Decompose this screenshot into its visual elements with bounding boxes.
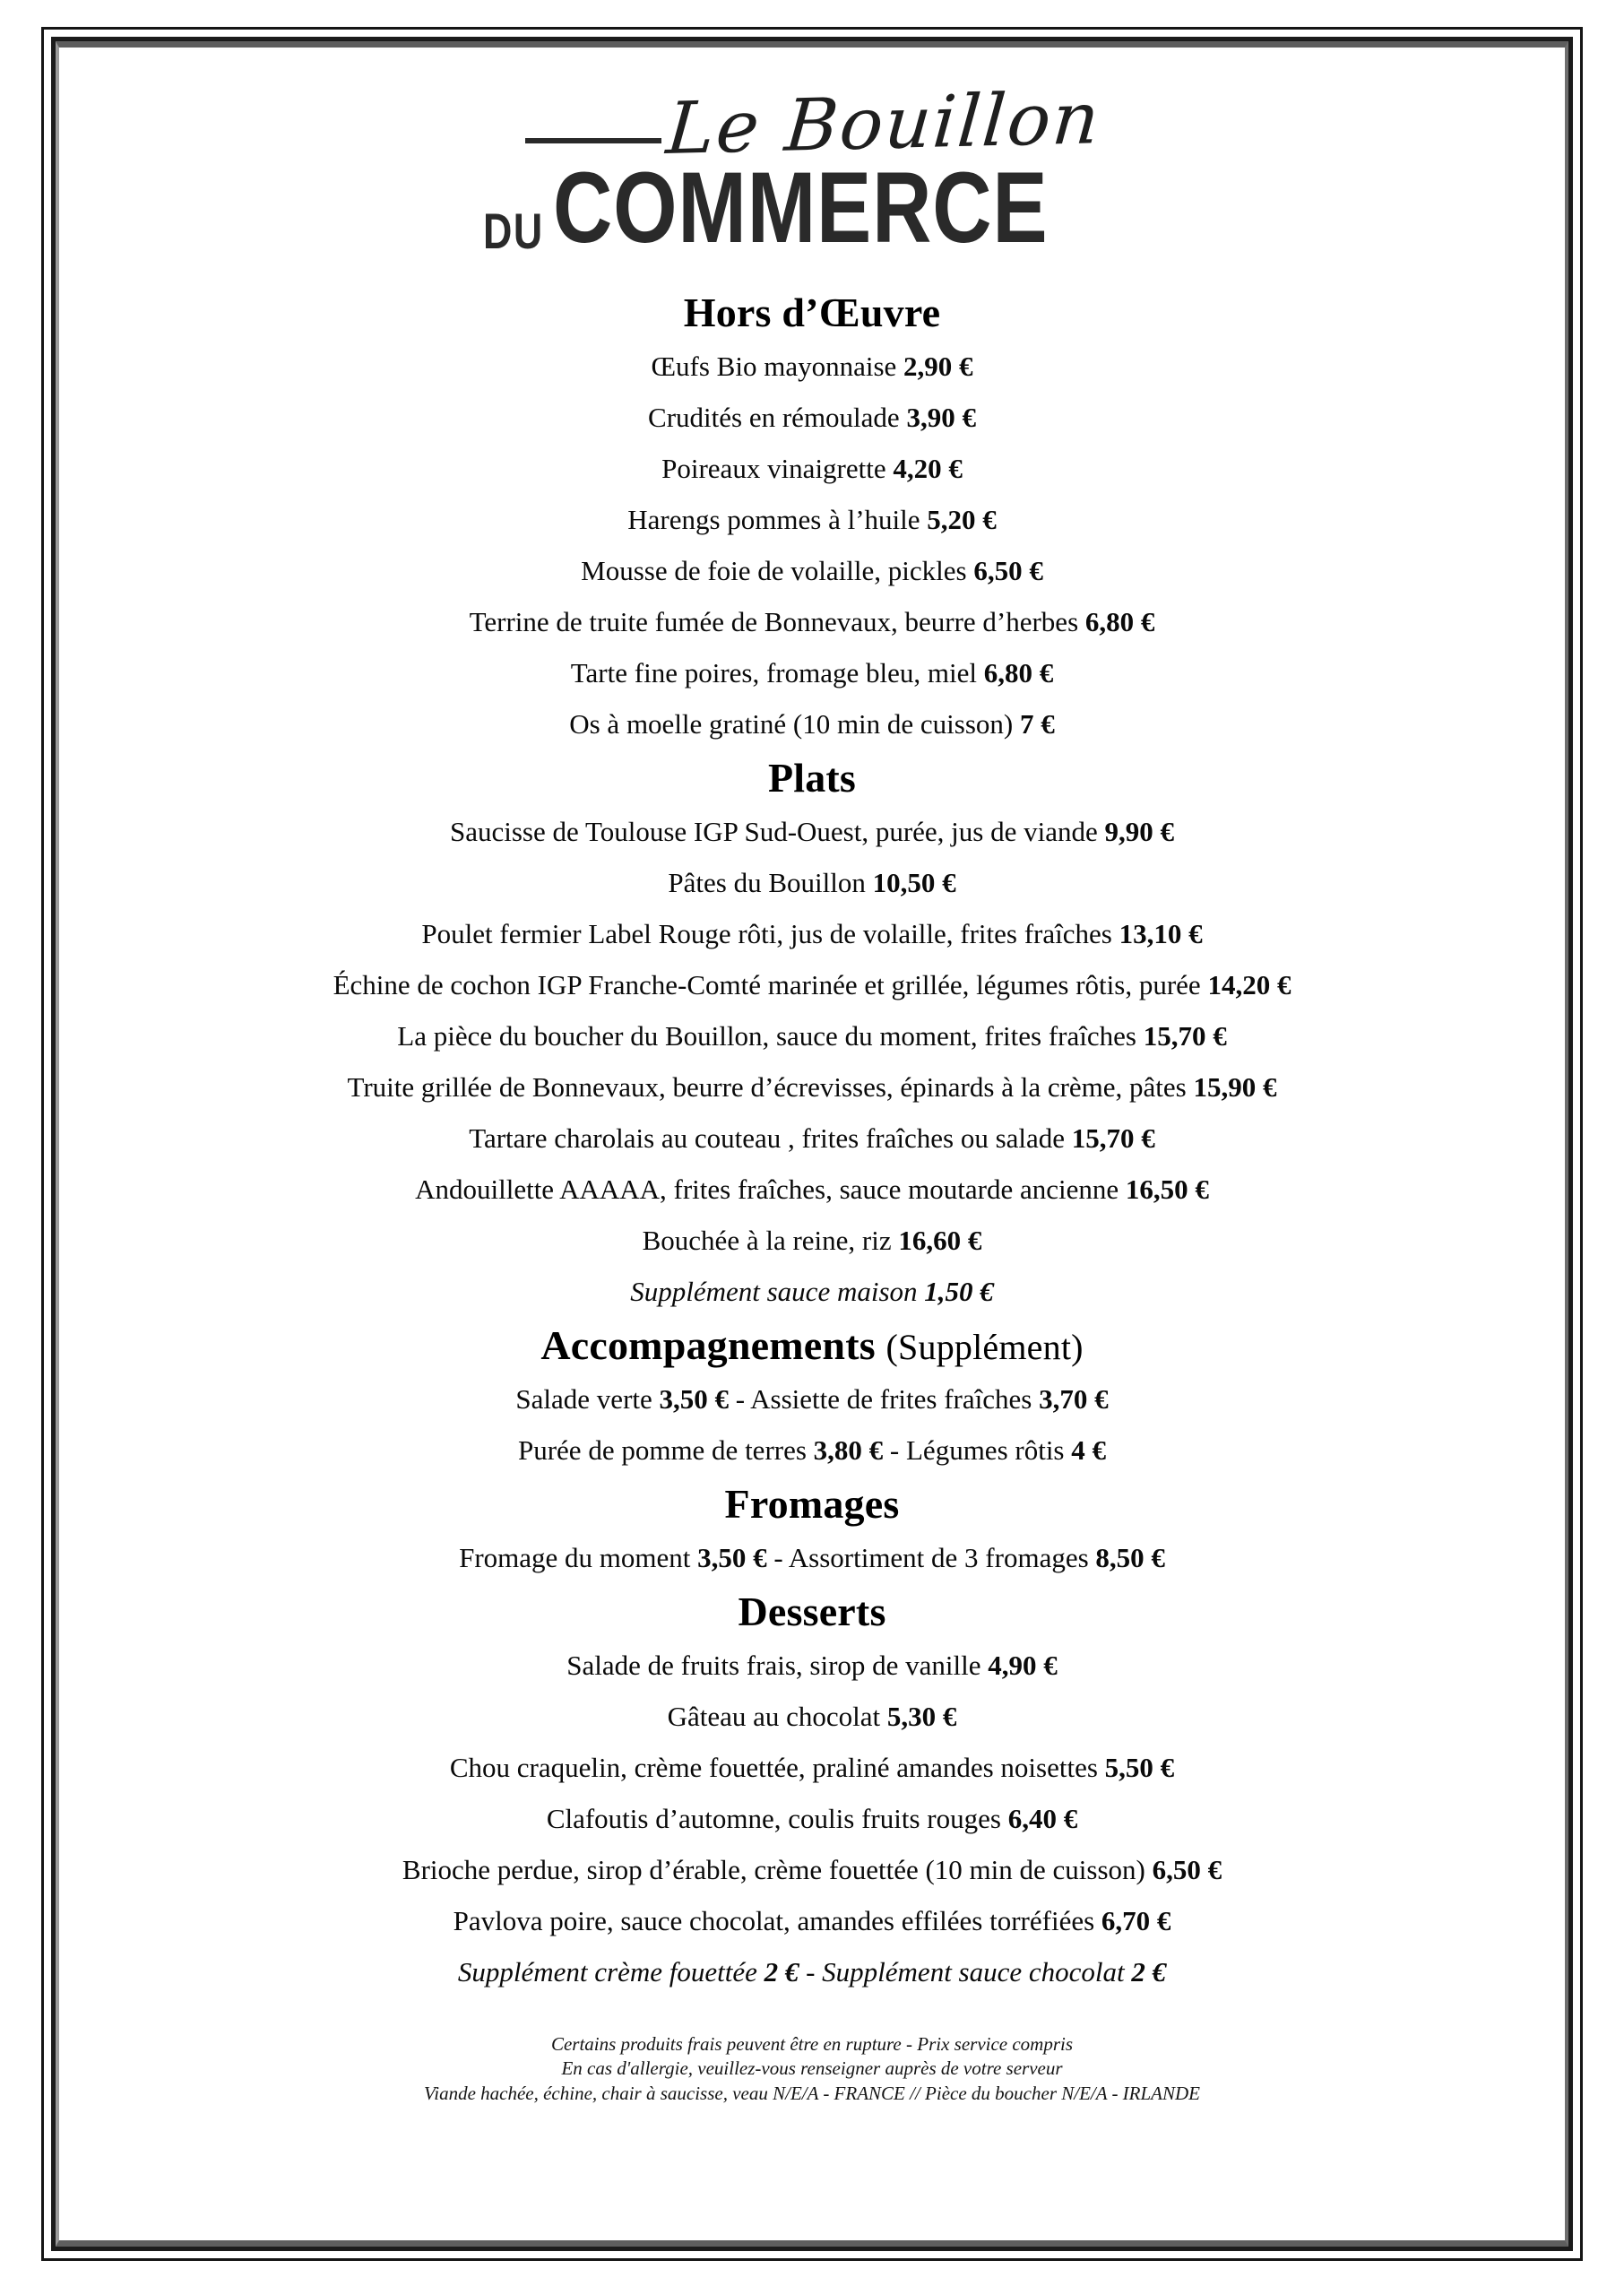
- menu-item: [72, 452, 1552, 484]
- menu-item-price: 13,10 €: [1119, 917, 1203, 949]
- menu-item: [72, 1433, 1552, 1466]
- menu-item-name: Clafoutis d’automne, coulis fruits rouges: [546, 1802, 1001, 1834]
- menu-item: [72, 815, 1552, 847]
- menu-item: [72, 1070, 1552, 1103]
- section-heading-desserts: [72, 1588, 1552, 1634]
- menu-item-extra-name: Légumes rôtis: [906, 1433, 1065, 1466]
- section-heading-text: Accompagnements: [540, 1321, 876, 1368]
- menu-item: [72, 1226, 1552, 1254]
- menu-item: [72, 707, 1552, 740]
- menu-item: [72, 917, 1552, 949]
- menu-item-price: 6,50 €: [1152, 1853, 1222, 1885]
- menu-item-name: Pâtes du Bouillon: [668, 866, 866, 898]
- menu-item-name: Harengs pommes à l’huile: [627, 503, 920, 535]
- menu-item-separator: -: [806, 1955, 816, 1988]
- menu-item: [72, 1382, 1552, 1415]
- menu-section-hors-doeuvre: [72, 292, 1552, 738]
- menu-item: [72, 656, 1552, 688]
- menu-item-separator: -: [773, 1541, 783, 1573]
- menu-item-price: 5,20 €: [927, 503, 997, 535]
- menu-item-name: Chou craquelin, crème fouettée, praliné amandes noisettes: [449, 1751, 1098, 1783]
- menu-item-name: Échine de cochon IGP Franche-Comté marinée et grillée, légumes rôtis, purée: [333, 968, 1201, 1000]
- footer-line-allergy: En cas d'allergie, veuillez-vous renseigner auprès de votre serveur: [561, 2057, 1063, 2080]
- menu-item-price: 15,70 €: [1071, 1122, 1155, 1154]
- menu-item-extra-name: Assiette de frites fraîches: [750, 1382, 1032, 1415]
- menu-item-name: Crudités en rémoulade: [648, 401, 900, 433]
- menu-item-price: 5,30 €: [886, 1700, 957, 1732]
- menu-item-name: La pièce du boucher du Bouillon, sauce du moment, frites fraîches: [397, 1019, 1136, 1052]
- menu-item-name: Purée de pomme de terres: [517, 1433, 807, 1466]
- menu-item: [72, 1541, 1552, 1573]
- menu-item: [72, 1802, 1552, 1834]
- menu-item-price: 3,80 €: [813, 1433, 884, 1466]
- section-heading-plats: [72, 754, 1552, 801]
- restaurant-logo: [72, 76, 1552, 273]
- menu-item-name: Brioche perdue, sirop d’érable, crème fouettée (10 min de cuisson): [402, 1853, 1145, 1885]
- menu-section-fromages: [72, 1480, 1552, 1573]
- section-heading-accompagnements: [72, 1321, 1552, 1368]
- menu-item-name: Salade de fruits frais, sirop de vanille: [566, 1649, 981, 1681]
- menu-item-name: Truite grillée de Bonnevaux, beurre d’écrevisses, épinards à la crème, pâtes: [347, 1070, 1187, 1103]
- section-heading-fromages: [72, 1480, 1552, 1527]
- footer-line-origin: Viande hachée, échine, chair à saucisse, veau N/E/A - FRANCE // Pièce du boucher N/E/A - IRLANDE: [423, 2082, 1201, 2104]
- menu-item-price: 15,70 €: [1143, 1019, 1227, 1052]
- menu-item-extra-name: Assortiment de 3 fromages: [788, 1541, 1089, 1573]
- menu-item: [72, 403, 1552, 431]
- menu-item-price: 3,50 €: [659, 1382, 730, 1415]
- menu-item-name: Os à moelle gratiné (10 min de cuisson): [569, 707, 1014, 740]
- logo-commerce-text: COMMERCE: [552, 152, 1049, 264]
- menu-item: [72, 554, 1552, 586]
- menu-item-price: 2 €: [764, 1955, 799, 1988]
- menu-item-name: Œufs Bio mayonnaise: [651, 350, 897, 382]
- menu-item-price: 15,90 €: [1193, 1070, 1277, 1103]
- section-heading-text: Hors d’Œuvre: [683, 290, 941, 335]
- menu-item-name: Supplément sauce maison: [630, 1275, 918, 1307]
- section-heading-text: Desserts: [738, 1588, 886, 1634]
- menu-item-separator: -: [889, 1433, 900, 1466]
- menu-item: [72, 605, 1552, 637]
- menu-item: [72, 1651, 1552, 1679]
- footer-line-availability: Certains produits frais peuvent être en rupture - Prix service compris: [550, 2032, 1074, 2055]
- menu-item: [72, 1904, 1552, 1936]
- menu-item-price: 6,50 €: [973, 554, 1043, 586]
- menu-item-extra-name: Supplément sauce chocolat: [822, 1955, 1125, 1988]
- menu-item: [72, 866, 1552, 898]
- menu-item: [72, 1751, 1552, 1783]
- menu-item: [72, 1124, 1552, 1152]
- menu-item: [72, 1702, 1552, 1730]
- menu-item-name: Pavlova poire, sauce chocolat, amandes effilées torréfiées: [453, 1904, 1095, 1936]
- menu-item-extra-price: 4 €: [1071, 1433, 1106, 1466]
- menu-item-extra-price: 8,50 €: [1095, 1541, 1165, 1573]
- menu-item-name: Poulet fermier Label Rouge rôti, jus de volaille, frites fraîches: [421, 917, 1112, 949]
- menu-footer: [72, 2032, 1552, 2107]
- menu-item-name: Andouillette AAAAA, frites fraîches, sauce moutarde ancienne: [415, 1173, 1119, 1205]
- section-heading-hors-doeuvre: [72, 292, 1552, 334]
- menu-item-price: 7 €: [1020, 707, 1055, 740]
- menu-item-name: Mousse de foie de volaille, pickles: [581, 554, 967, 586]
- menu-item-price: 4,20 €: [893, 452, 963, 484]
- menu-item: [72, 503, 1552, 535]
- menu-item-price: 16,50 €: [1125, 1173, 1209, 1205]
- logo-bottom-row: [72, 152, 1552, 264]
- menu-item-price: 2,90 €: [903, 350, 973, 382]
- menu-item-price: 16,60 €: [898, 1224, 982, 1256]
- menu-item-separator: -: [735, 1382, 746, 1415]
- menu-item-extra-price: 2 €: [1131, 1955, 1167, 1988]
- menu-item-name: Gâteau au chocolat: [667, 1700, 881, 1732]
- logo-script-text: Le Bouillon: [662, 76, 1104, 170]
- menu-item: [72, 1277, 1552, 1305]
- section-heading-text: Fromages: [724, 1480, 900, 1527]
- menu-section-plats: [72, 754, 1552, 1307]
- menu-item-name: Terrine de truite fumée de Bonnevaux, beurre d’herbes: [469, 605, 1079, 637]
- menu-item: [72, 1955, 1552, 1988]
- menu-sections: [72, 292, 1552, 1986]
- section-heading-suffix: (Supplément): [885, 1326, 1084, 1367]
- menu-item: [72, 1019, 1552, 1052]
- menu-item-name: Salade verte: [515, 1382, 652, 1415]
- menu-item-name: Tartare charolais au couteau , frites fraîches ou salade: [469, 1122, 1066, 1154]
- horizontal-rule-icon: [525, 138, 661, 143]
- section-heading-text: Plats: [767, 754, 857, 801]
- menu-item-name: Poireaux vinaigrette: [661, 452, 886, 484]
- menu-item-name: Bouchée à la reine, riz: [642, 1224, 892, 1256]
- menu-item-name: Supplément crème fouettée: [457, 1955, 757, 1988]
- menu-item-price: 14,20 €: [1207, 968, 1291, 1000]
- menu-item-price: 6,80 €: [983, 656, 1054, 688]
- menu-item-name: Tarte fine poires, fromage bleu, miel: [570, 656, 977, 688]
- menu-item-price: 3,50 €: [697, 1541, 767, 1573]
- menu-item-price: 3,90 €: [906, 401, 976, 433]
- menu-item-name: Fromage du moment: [459, 1541, 691, 1573]
- menu-item-price: 9,90 €: [1104, 815, 1174, 847]
- menu-item-price: 6,40 €: [1007, 1802, 1078, 1834]
- menu-item-price: 6,70 €: [1101, 1904, 1171, 1936]
- menu-item-price: 10,50 €: [872, 866, 956, 898]
- menu-item-price: 1,50 €: [924, 1275, 994, 1307]
- menu-content: [72, 52, 1552, 2236]
- menu-item-price: 6,80 €: [1084, 605, 1155, 637]
- menu-section-accompagnements: [72, 1321, 1552, 1466]
- menu-item-price: 4,90 €: [988, 1649, 1058, 1681]
- menu-item: [72, 968, 1552, 1000]
- logo-du-text: DU: [482, 202, 544, 259]
- menu-item: [72, 1175, 1552, 1203]
- menu-item: [72, 1853, 1552, 1885]
- menu-item-name: Saucisse de Toulouse IGP Sud-Ouest, purée, jus de viande: [449, 815, 1098, 847]
- menu-item-price: 5,50 €: [1104, 1751, 1175, 1783]
- menu-section-desserts: [72, 1588, 1552, 1988]
- menu-item: [72, 352, 1552, 380]
- menu-item-extra-price: 3,70 €: [1039, 1382, 1109, 1415]
